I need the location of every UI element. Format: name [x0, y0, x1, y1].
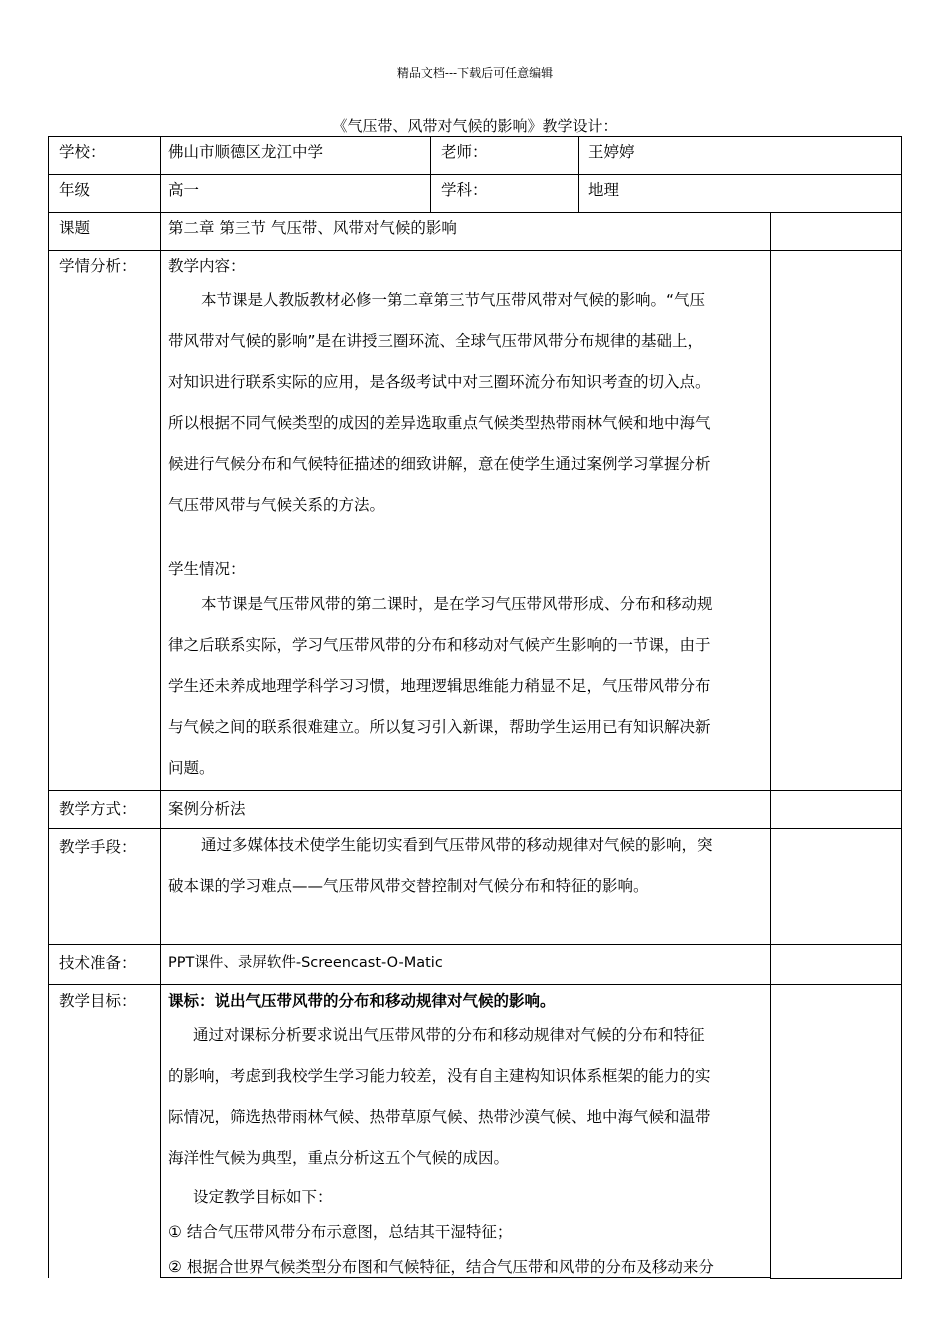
paragraph-line: 问题。: [168, 759, 215, 777]
student-paragraph: [168, 584, 713, 789]
school-label: 学校：: [59, 143, 106, 161]
document-title: 《气压带、风带对气候的影响》教学设计：: [332, 117, 618, 135]
paragraph-line: 带风带对气候的影响”是在讲授三圈环流、全球气压带风带分布规律的基础上，: [168, 332, 704, 350]
content-heading: 教学内容：: [168, 257, 246, 275]
paragraph-line: 候进行气候分布和气候特征描述的细致讲解，意在使学生通过案例学习掌握分析: [168, 455, 711, 473]
goal-item: ① 结合气压带风带分布示意图，总结其干湿特征；: [168, 1223, 513, 1241]
goals-paragraph: [168, 1015, 711, 1179]
topic-value: 第二章 第三节 气压带、风带对气候的影响: [168, 219, 457, 237]
method-label: 教学方式：: [59, 800, 137, 818]
teacher-value: 王婷婷: [588, 143, 635, 161]
paragraph-line: 本节课是气压带风带的第二课时，是在学习气压带风带形成、分布和移动规: [201, 595, 713, 613]
method-value: 案例分析法: [168, 800, 246, 818]
tech-value: PPT课件、录屏软件-Screencast-O-Matic: [168, 955, 443, 971]
school-value: 佛山市顺德区龙江中学: [168, 143, 324, 161]
grade-label: 年级: [59, 181, 91, 199]
teacher-label: 老师：: [441, 143, 488, 161]
paragraph-line: 海洋性气候为典型，重点分析这五个气候的成因。: [168, 1149, 510, 1167]
content-paragraph: [168, 280, 711, 526]
paragraph-line: 通过对课标分析要求说出气压带风带的分布和移动规律对气候的分布和特征: [193, 1026, 705, 1044]
topic-label: 课题: [59, 219, 91, 237]
student-heading: 学生情况：: [168, 560, 246, 578]
paragraph-line: 所以根据不同气候类型的成因的差异选取重点气候类型热带雨林气候和地中海气: [168, 414, 711, 432]
goals-label: 教学目标：: [59, 992, 137, 1010]
paragraph-line: 与气候之间的联系很难建立。所以复习引入新课，帮助学生运用已有知识解决新: [168, 718, 711, 736]
paragraph-line: 本节课是人教版教材必修一第二章第三节气压带风带对气候的影响。“气压: [201, 291, 706, 309]
paragraph-line: 破本课的学习难点——气压带风带交替控制对气候分布和特征的影响。: [168, 877, 649, 895]
paragraph-line: 的影响，考虑到我校学生学习能力较差，没有自主建构知识体系框架的能力的实: [168, 1067, 711, 1085]
goal-item: ② 根据合世界气候类型分布图和气候特征，结合气压带和风带的分布及移动来分: [168, 1258, 714, 1276]
analysis-label: 学情分析：: [59, 257, 137, 275]
paragraph-line: 气压带风带与气候关系的方法。: [168, 496, 386, 514]
grade-value: 高一: [168, 181, 200, 199]
tech-label: 技术准备：: [59, 954, 137, 972]
paragraph-line: 际情况，筛选热带雨林气候、热带草原气候、热带沙漠气候、地中海气候和温带: [168, 1108, 711, 1126]
subject-value: 地理: [588, 181, 620, 199]
means-paragraph: [168, 825, 713, 907]
subject-label: 学科：: [441, 181, 488, 199]
paragraph-line: 通过多媒体技术使学生能切实看到气压带风带的移动规律对气候的影响，突: [201, 836, 713, 854]
goals-setup: 设定教学目标如下：: [193, 1188, 333, 1206]
page-header-note: 精品文档---下载后可任意编辑: [396, 66, 554, 80]
means-label: 教学手段：: [59, 838, 137, 856]
paragraph-line: 律之后联系实际，学习气压带风带的分布和移动对气候产生影响的一节课，由于: [168, 636, 711, 654]
paragraph-line: 对知识进行联系实际的应用，是各级考试中对三圈环流分布知识考查的切入点。: [168, 373, 711, 391]
paragraph-line: 学生还未养成地理学科学习习惯，地理逻辑思维能力稍显不足，气压带风带分布: [168, 677, 711, 695]
curriculum-standard: 课标：说出气压带风带的分布和移动规律对气候的影响。: [168, 992, 556, 1010]
